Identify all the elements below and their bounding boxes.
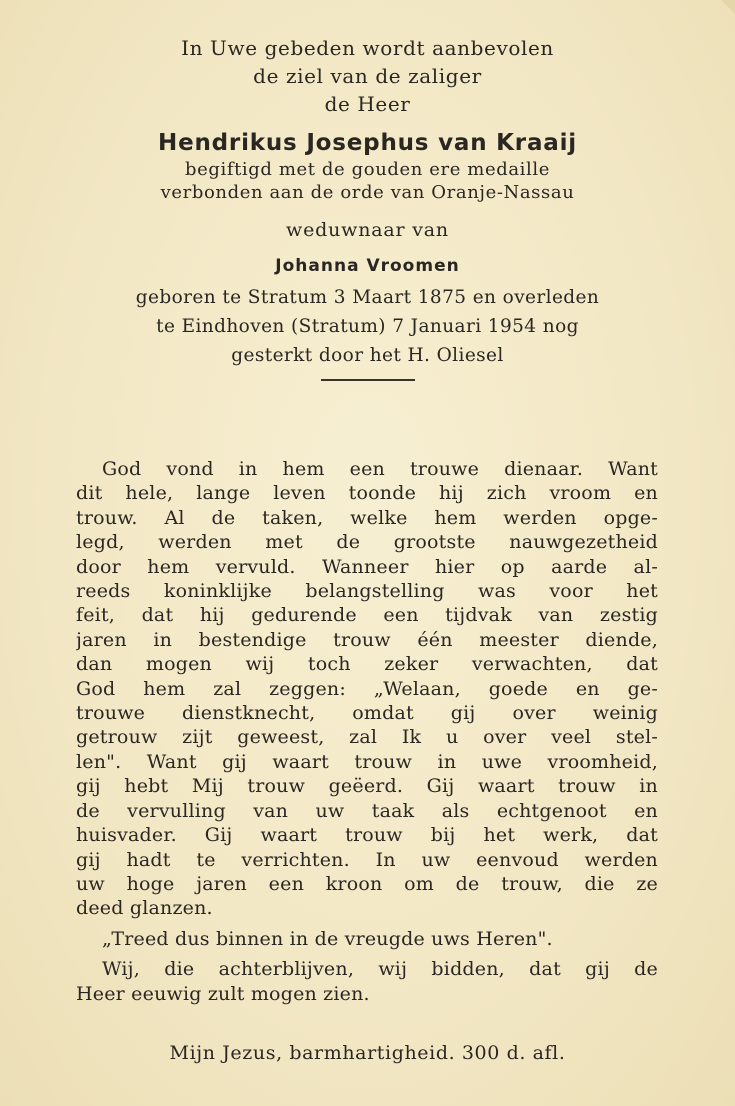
- honor-line-2: verbonden aan de orde van Oranje-Nassau: [160, 182, 575, 203]
- card-header: [0, 34, 735, 381]
- birth-death-line-1: geboren te Stratum 3 Maart 1875 en overleden: [135, 287, 600, 308]
- eulogy-line: God vond in hem een trouwe dienaar. Want: [102, 458, 658, 480]
- eulogy-line: God hem zal zeggen: „Welaan, goede en ge-: [76, 677, 658, 700]
- eulogy-line: trouwe dienstknecht, omdat gij over weinig: [76, 702, 658, 725]
- eulogy-line: getrouw zijt geweest, zal Ik u over veel stel-: [76, 726, 658, 749]
- eulogy-line: gij hebt Mij trouw geëerd. Gij waart trouw in: [76, 775, 658, 798]
- eulogy-line: legd, werden met de grootste nauwgezetheid: [76, 531, 658, 554]
- eulogy-line: gij hadt te verrichten. In uw eenvoud werden: [76, 848, 658, 871]
- closing-line-1: Wij, die achterblijven, wij bidden, dat gij de: [102, 958, 658, 981]
- eulogy-line: jaren in bestendige trouw één meester diende,: [76, 628, 658, 651]
- closing-line-2: Heer eeuwig zult mogen zien.: [76, 982, 370, 1005]
- eulogy-text: [76, 457, 658, 1006]
- bible-quote: „Treed dus binnen in de vreugde uws Heren".: [102, 927, 553, 950]
- eulogy-line: de vervulling van uw taak als echtgenoot en: [76, 799, 658, 822]
- corner-fold: [721, 0, 735, 14]
- eulogy-line: uw hoge jaren een kroon om de trouw, die ze: [76, 872, 658, 895]
- deceased-name: Hendrikus Josephus van Kraaij: [158, 130, 577, 156]
- divider-rule: [321, 379, 415, 381]
- eulogy-line: len". Want gij waart trouw in uwe vroomheid,: [76, 750, 658, 773]
- eulogy-line: dan mogen wij toch zeker verwachten, dat: [76, 653, 658, 676]
- birth-death-line-3: gesterkt door het H. Oliesel: [231, 345, 504, 366]
- eulogy-line: feit, dat hij gedurende een tijdvak van zestig: [76, 604, 658, 627]
- widower-line: weduwnaar van: [286, 219, 449, 241]
- eulogy-line: reeds koninklijke belangstelling was voor het: [76, 580, 658, 603]
- eulogy-line: huisvader. Gij waart trouw bij het werk, dat: [76, 824, 658, 847]
- intro-line-3: de Heer: [324, 92, 411, 116]
- eulogy-line: trouw. Al de taken, welke hem werden opge-: [76, 506, 658, 529]
- spouse-name: Johanna Vroomen: [275, 256, 460, 276]
- eulogy-line: deed glanzen.: [76, 897, 213, 920]
- honor-line-1: begiftigd met de gouden ere medaille: [184, 159, 550, 180]
- indulgence-prayer: Mijn Jezus, barmhartigheid. 300 d. afl.: [169, 1042, 566, 1064]
- intro-line-1: In Uwe gebeden wordt aanbevolen: [181, 36, 554, 60]
- eulogy-line: door hem vervuld. Wanneer hier op aarde al-: [76, 555, 658, 578]
- eulogy-line: dit hele, lange leven toonde hij zich vroom en: [76, 482, 658, 505]
- birth-death-line-2: te Eindhoven (Stratum) 7 Januari 1954 nog: [156, 316, 579, 337]
- intro-line-2: de ziel van de zaliger: [253, 64, 482, 88]
